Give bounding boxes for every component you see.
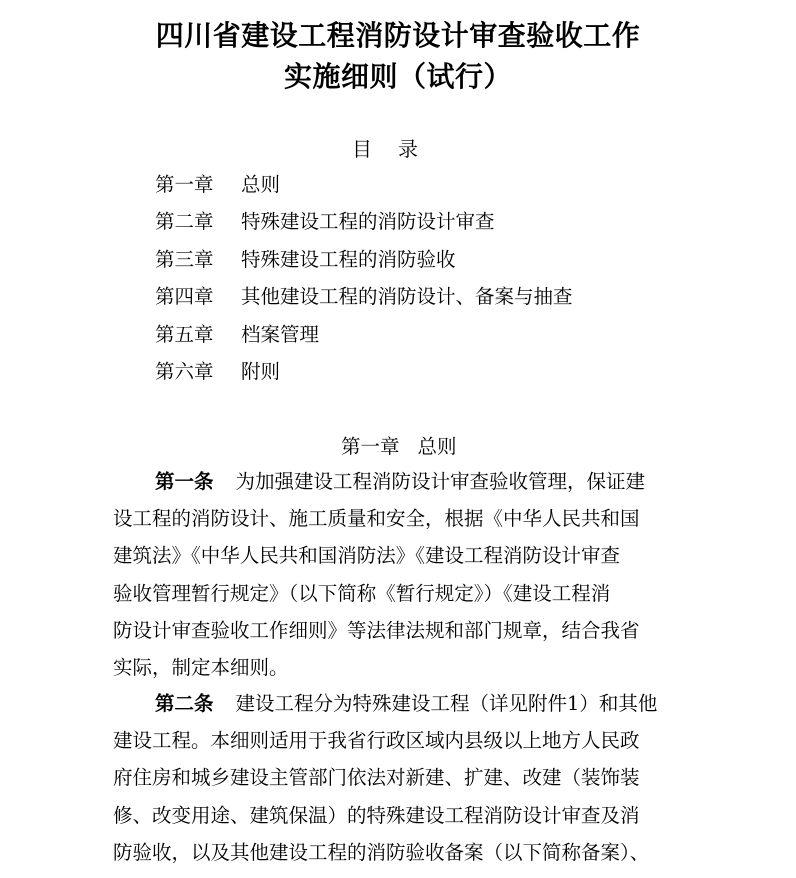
table-of-contents — [155, 172, 573, 396]
article-label: 第一条 — [155, 470, 214, 493]
paragraph-line: 修、改变用途、建筑保温）的特殊建设工程消防设计审查及消 — [113, 803, 640, 827]
toc-chapter-title: 特殊建设工程的消防验收 — [241, 247, 456, 271]
toc-chapter-number: 第一章 — [155, 173, 214, 196]
toc-item — [155, 172, 573, 209]
toc-chapter-number: 第五章 — [155, 322, 214, 346]
article-2-paragraph — [113, 685, 697, 871]
chapter-number: 第一章 — [341, 435, 400, 458]
paragraph-line — [113, 685, 697, 722]
paragraph-line: 建设工程。本细则适用于我省行政区域内县级以上地方人民政 — [113, 729, 640, 753]
article-1-paragraph — [113, 463, 697, 686]
toc-item — [155, 284, 573, 321]
toc-item — [155, 322, 573, 359]
paragraph-line: 验收管理暂行规定》（以下简称《暂行规定》）《建设工程消 — [113, 581, 611, 605]
toc-heading: 目录 — [352, 137, 444, 161]
toc-chapter-title: 其他建设工程的消防设计、备案与抽查 — [241, 285, 573, 309]
line-text: 为加强建设工程消防设计审查验收管理，保证建 — [235, 470, 646, 493]
paragraph-line: 防设计审查验收工作细则》等法律法规和部门规章，结合我省 — [113, 618, 640, 642]
paragraph-line: 府住房和城乡建设主管部门依法对新建、扩建、改建（装饰装 — [113, 766, 640, 790]
toc-chapter-title: 附则 — [241, 359, 281, 383]
toc-chapter-number: 第六章 — [155, 359, 214, 383]
paragraph-line — [113, 463, 697, 500]
toc-chapter-number: 第四章 — [155, 285, 214, 309]
article-label: 第二条 — [155, 692, 214, 715]
toc-item — [155, 247, 573, 284]
line-text: 建设工程分为特殊建设工程（详见附件1）和其他 — [235, 692, 658, 715]
chapter-title: 总则 — [417, 435, 457, 458]
toc-chapter-title: 档案管理 — [241, 322, 320, 346]
toc-chapter-number: 第二章 — [155, 210, 214, 234]
toc-item — [155, 209, 573, 246]
paragraph-line: 防验收，以及其他建设工程的消防验收备案（以下简称备案）、 — [113, 840, 650, 864]
toc-chapter-title: 总则 — [241, 173, 281, 196]
toc-chapter-title: 特殊建设工程的消防设计审查 — [241, 210, 495, 234]
document-title-line2: 实施细则（试行） — [283, 60, 512, 93]
toc-chapter-number: 第三章 — [155, 247, 214, 271]
paragraph-line: 设工程的消防设计、施工质量和安全，根据《中华人民共和国 — [113, 507, 640, 531]
paragraph-line: 建筑法》《中华人民共和国消防法》《建设工程消防设计审查 — [113, 544, 621, 568]
chapter-heading — [341, 431, 457, 459]
paragraph-line: 实际，制定本细则。 — [113, 656, 289, 680]
document-title-line1: 四川省建设工程消防设计审查验收工作 — [155, 19, 641, 52]
toc-item — [155, 359, 573, 396]
